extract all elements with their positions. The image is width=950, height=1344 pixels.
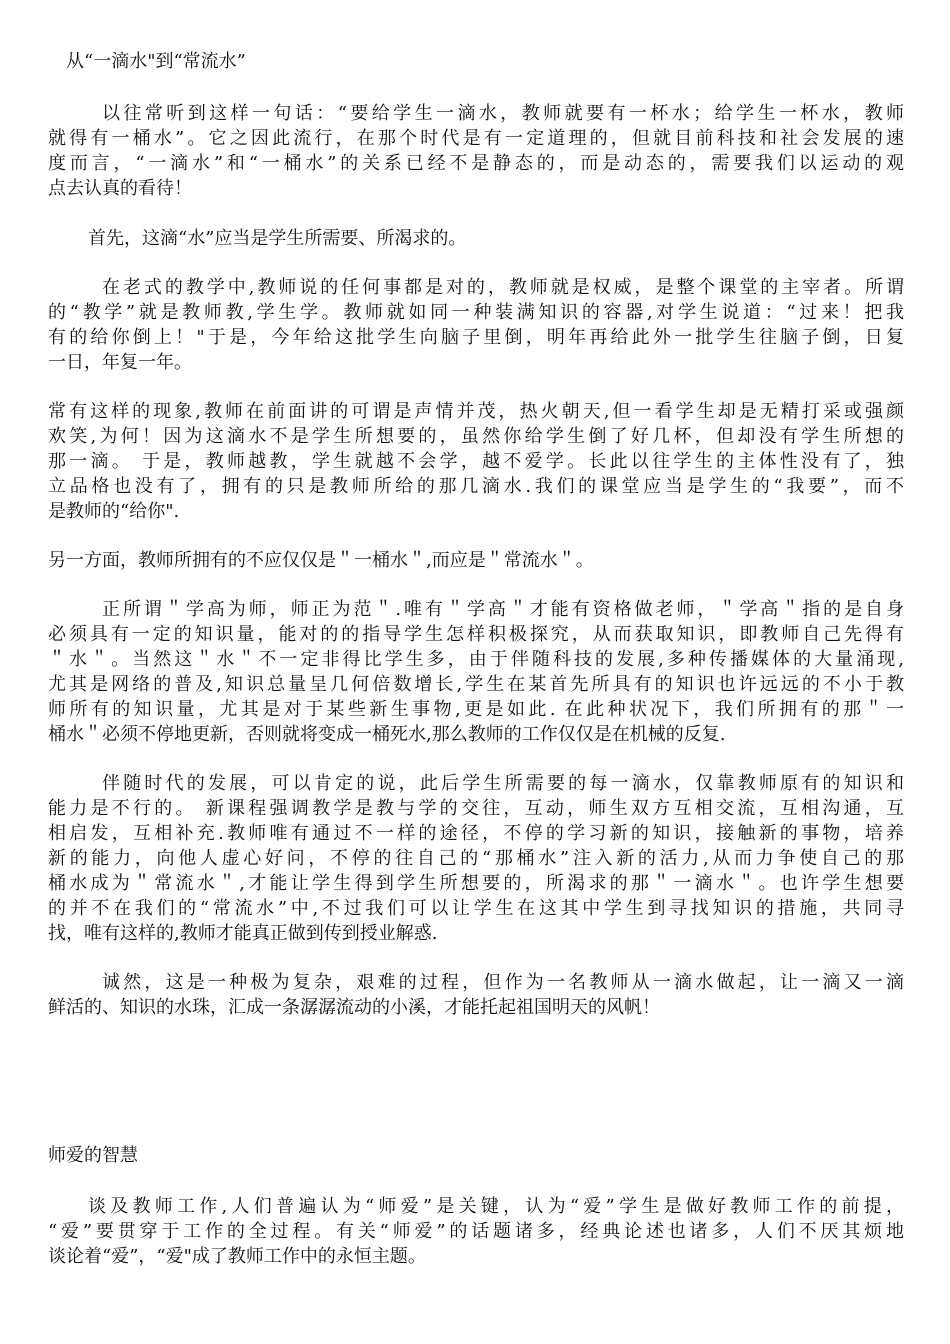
paragraph-line: 首先，这滴“水”应当是学生所需要、所渴求的。 xyxy=(88,228,467,249)
paragraph-line: 以往常听到这样一句话：“要给学生一滴水，教师就要有一杯水；给学生一杯水，教师 xyxy=(102,103,904,124)
paragraph-line: 必须具有一定的知识量，能对的的指导学生怎样积极探究，从而获取知识，即教师自己先得有 xyxy=(48,624,904,645)
paragraph-line: 桶水＂必须不停地更新，否则就将变成一桶死水,那么教师的工作仅仅是在机械的反复. xyxy=(48,724,726,745)
paragraph-line: 诚然，这是一种极为复杂，艰难的过程，但作为一名教师从一滴水做起，让一滴又一滴 xyxy=(102,972,904,993)
paragraph-line: 谈及教师工作,人们普遍认为“师爱”是关键，认为“爱”学生是做好教师工作的前提， xyxy=(88,1196,904,1217)
paragraph-line: 鲜活的、知识的水珠，汇成一条潺潺流动的小溪，才能托起祖国明天的风帆！ xyxy=(48,997,660,1018)
paragraph-line: 谈论着“爱”，“爱"成了教师工作中的永恒主题。 xyxy=(48,1246,426,1267)
paragraph-line: 另一方面，教师所拥有的不应仅仅是＂一桶水＂,而应是＂常流水＂。 xyxy=(48,550,594,571)
paragraph-line: “爱”要贯穿于工作的全过程。有关“师爱”的话题诸多，经典论述也诸多，人们不厌其烦地 xyxy=(48,1221,904,1242)
paragraph-line: 一日，年复一年。 xyxy=(48,352,192,373)
paragraph-line: 尤其是网络的普及,知识总量呈几何倍数增长,学生在某首先所具有的知识也许远远的不小于教 xyxy=(48,674,904,695)
paragraph-line: 伴随时代的发展，可以肯定的说，此后学生所需要的每一滴水，仅靠教师原有的知识和 xyxy=(102,773,904,794)
paragraph-line: 立品格也没有了，拥有的只是教师所给的那几滴水.我们的课堂应当是学生的“我要”，而不 xyxy=(48,476,904,497)
paragraph-line: 欢笑,为何！因为这滴水不是学生所想要的，虽然你给学生倒了好几杯，但却没有学生所想的 xyxy=(48,426,904,447)
paragraph-line: 是教师的“给你". xyxy=(48,501,180,522)
article-title: 师爱的智慧 xyxy=(48,1145,138,1166)
paragraph-line: 相启发，互相补充.教师唯有通过不一样的途径，不停的学习新的知识，接触新的事物，培养 xyxy=(48,823,904,844)
paragraph-line: ＂水＂。当然这＂水＂不一定非得比学生多，由于伴随科技的发展,多种传播媒体的大量涌现, xyxy=(48,649,904,670)
paragraph-line: 度而言，“一滴水”和“一桶水”的关系已经不是静态的，而是动态的，需要我们以运动的观 xyxy=(48,153,904,174)
paragraph-line: 桶水成为＂常流水＂,才能让学生得到学生所想要的，所渴求的那＂一滴水＂。也许学生想要 xyxy=(48,873,904,894)
paragraph-line: 点去认真的看待！ xyxy=(48,178,192,199)
paragraph-line: 就得有一桶水”。它之因此流行，在那个时代是有一定道理的，但就目前科技和社会发展的速 xyxy=(48,128,904,149)
article-title: 从“一滴水"到“常流水” xyxy=(66,51,246,72)
paragraph-line: 有的给你倒上！"于是，今年给这批学生向脑子里倒，明年再给此外一批学生往脑子倒，日复 xyxy=(48,327,904,348)
paragraph-line: 在老式的教学中,教师说的任何事都是对的，教师就是权威，是整个课堂的主宰者。所谓 xyxy=(102,277,904,298)
paragraph-line: 的“教学”就是教师教,学生学。教师就如同一种装满知识的容器,对学生说道：“过来！把我 xyxy=(48,302,904,323)
paragraph-line: 能力是不行的。 新课程强调教学是教与学的交往，互动，师生双方互相交流，互相沟通，互 xyxy=(48,798,904,819)
paragraph-line: 找，唯有这样的,教师才能真正做到传到授业解惑. xyxy=(48,923,438,944)
paragraph-line: 正所谓＂学高为师，师正为范＂.唯有＂学高＂才能有资格做老师，＂学高＂指的是自身 xyxy=(102,599,904,620)
paragraph-line: 的并不在我们的“常流水”中,不过我们可以让学生在这其中学生到寻找知识的措施，共同寻 xyxy=(48,898,904,919)
paragraph-line: 新的能力，向他人虚心好问，不停的往自己的“那桶水”注入新的活力,从而力争使自己的那 xyxy=(48,848,904,869)
paragraph-line: 师所有的知识量，尤其是对于某些新生事物,更是如此. 在此种状况下，我们所拥有的那＂一 xyxy=(48,699,904,720)
paragraph-line: 那一滴。 于是，教师越教，学生就越不会学，越不爱学。长此以往学生的主体性没有了，独 xyxy=(48,451,904,472)
paragraph-line: 常有这样的现象,教师在前面讲的可谓是声情并茂，热火朝天,但一看学生却是无精打采或强颜 xyxy=(48,401,904,422)
